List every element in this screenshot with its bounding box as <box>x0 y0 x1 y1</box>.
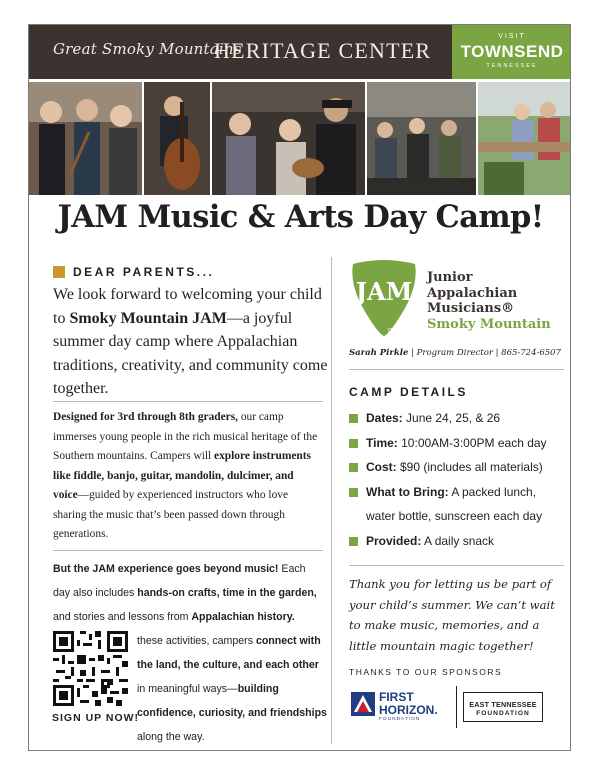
connect-paragraph <box>137 629 327 749</box>
header-script-text: Great Smoky Mountains <box>53 40 242 58</box>
header-title: HERITAGE CENTER <box>214 38 432 63</box>
first-horizon-line-2: HORIZON. <box>379 702 438 717</box>
para3-text-2: and stories and lessons from <box>53 611 192 623</box>
sponsors-heading: THANKS TO OUR SPONSORS <box>349 667 503 677</box>
camp-details-list <box>349 406 569 553</box>
divider <box>53 401 323 402</box>
detail-value: A daily snack <box>421 533 495 548</box>
jam-guitar-pick-logo <box>349 258 419 338</box>
detail-value: $90 (includes all materials) <box>396 460 543 474</box>
townsend-label: TOWNSEND <box>460 42 564 61</box>
para4-bold-2: building confidence, curiosity, and friendships <box>137 683 327 719</box>
para2-text-2: —guided by experienced instructors who love sharing the music that’s been passed down through generations. <box>53 489 289 540</box>
para4-text-2: in meaningful ways— <box>137 683 238 695</box>
detail-label: Time: <box>366 435 398 450</box>
camp-details-heading: CAMP DETAILS <box>349 385 468 399</box>
para2-text-1: our camp immerses young people in the rich musical heritage of the Southern mountains. Campers will <box>53 411 318 462</box>
thank-you-message: Thank you for letting us be part of your child’s summer. We can’t wait to make music, memories, and a little mountain magic together! <box>349 577 555 653</box>
visit-townsend-logo <box>452 25 571 79</box>
square-bullet-icon <box>349 439 358 448</box>
flyer <box>28 24 571 751</box>
detail-value: June 24, 25, & 26 <box>402 411 501 425</box>
sponsor-divider <box>456 686 457 728</box>
detail-value: water bottle, sunscreen each day <box>366 509 543 523</box>
intro-text-2: —a joyful summer day camp where Appalachian traditions, creativity, and community come together. <box>53 309 328 397</box>
director-name: Sarah Pirkle <box>349 348 409 358</box>
intro-paragraph <box>53 283 328 401</box>
detail-label: Dates: <box>366 411 403 425</box>
signup-qr-code[interactable] <box>53 631 128 706</box>
etf-line-2: FOUNDATION <box>476 710 530 717</box>
square-bullet-icon <box>349 463 358 472</box>
photo-group-jam <box>367 82 476 195</box>
intro-bold: Smoky Mountain JAM <box>69 309 227 327</box>
first-horizon-line-1: FIRST <box>379 690 414 704</box>
detail-label: What to Bring: <box>366 484 449 499</box>
detail-value: 10:00AM-3:00PM each day <box>397 435 547 450</box>
jam-name-line-1: Junior <box>427 270 473 285</box>
para4-text-1: these activities, campers <box>137 635 256 647</box>
detail-item-provided <box>349 529 569 554</box>
photo-garden <box>478 82 571 195</box>
para2-bold-2: explore instruments like fiddle, banjo, guitar, mandolin, dulcimer, and voice <box>53 450 311 501</box>
para4-bold-1: connect with the land, the culture, and each other <box>137 635 321 671</box>
photo-fiddlers <box>29 82 142 195</box>
program-paragraph <box>53 408 321 545</box>
jam-name-line-3: Musicians® <box>427 301 515 316</box>
para4-text-3: along the way. <box>137 731 205 743</box>
photo-bass-player <box>144 82 210 195</box>
column-divider <box>331 257 332 744</box>
para3-bold-1: But the JAM experience goes beyond music! <box>53 563 279 575</box>
para3-bold-3: Appalachian history. <box>191 611 295 623</box>
divider <box>53 550 323 551</box>
jam-organization-name <box>427 270 551 332</box>
header-banner <box>29 25 571 79</box>
dear-parents-label: DEAR PARENTS... <box>73 265 215 279</box>
square-bullet-icon <box>349 414 358 423</box>
jam-name-line-4: Smoky Mountain <box>427 316 551 332</box>
detail-item-what-to-bring-cont <box>349 504 569 529</box>
director-details: | Program Director | 865-724-6507 <box>408 348 561 358</box>
jam-logo-tm: TM <box>387 328 395 334</box>
square-bullet-icon <box>349 537 358 546</box>
tennessee-label: TENNESSEE <box>486 63 538 69</box>
page-title: JAM Music & Arts Day Camp! <box>57 199 544 235</box>
detail-item-dates <box>349 406 569 431</box>
square-bullet-icon <box>349 488 358 497</box>
jam-name-line-2: Appalachian <box>427 285 518 301</box>
square-bullet-icon <box>53 266 65 278</box>
first-horizon-foundation: FOUNDATION <box>379 717 421 722</box>
detail-item-cost <box>349 455 569 480</box>
detail-item-what-to-bring <box>349 480 569 505</box>
detail-label: Cost: <box>366 460 397 474</box>
para3-text-1: Each day also includes <box>53 563 306 599</box>
jam-logo-letters: JAM <box>355 277 413 306</box>
sign-up-label: SIGN UP NOW! <box>52 712 140 724</box>
first-horizon-name <box>379 691 438 716</box>
intro-text-1: We look forward to welcoming your child to <box>53 286 322 327</box>
divider <box>349 369 564 370</box>
east-tennessee-foundation-logo <box>463 692 543 722</box>
etf-line-1: EAST TENNESSEE <box>469 700 537 709</box>
director-contact <box>349 348 563 358</box>
divider <box>349 565 564 566</box>
photo-guitar-lesson <box>212 82 365 195</box>
detail-label: Provided: <box>366 533 422 548</box>
detail-item-time <box>349 431 569 456</box>
visit-label: VISIT <box>498 33 526 40</box>
detail-value: A packed lunch, <box>448 484 537 499</box>
para3-bold-2: hands-on crafts, time in the garden, <box>137 587 317 599</box>
para2-bold-1: Designed for 3rd through 8th graders, <box>53 411 238 423</box>
photo-strip <box>29 82 571 195</box>
